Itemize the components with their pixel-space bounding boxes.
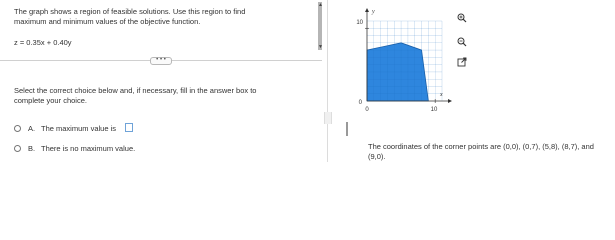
instructions — [14, 86, 324, 105]
y-origin-label: 0 — [358, 100, 362, 106]
y-axis-label: y — [372, 9, 375, 15]
popout-icon[interactable] — [456, 56, 468, 68]
choice-a-radio[interactable] — [14, 125, 21, 132]
choice-b-text: There is no maximum value. — [41, 144, 136, 153]
x-axis-label: x — [440, 92, 443, 98]
corner-points-line-2: (9,0). — [368, 151, 386, 161]
prompt-line-2: maximum and minimum values of the objective function. — [14, 16, 201, 26]
y-axis-arrow — [365, 8, 369, 12]
x-axis-arrow — [448, 99, 452, 103]
instructions-line-1: Select the correct choice below and, if necessary, fill in the answer box to — [14, 86, 257, 95]
feasible-region-graph — [350, 4, 460, 116]
answer-box[interactable] — [125, 123, 133, 132]
corner-points-text — [368, 142, 614, 161]
scroll-down-arrow[interactable]: ▼ — [318, 44, 323, 50]
choice-a-letter: A. — [28, 124, 36, 133]
graph-text-divider — [346, 122, 348, 136]
x-tick-label: 10 — [430, 107, 438, 113]
choice-a-text: The maximum value is — [41, 124, 117, 133]
choice-b-radio[interactable] — [14, 145, 21, 152]
pane-resize-handle[interactable] — [324, 112, 332, 124]
zoom-out-icon[interactable] — [456, 36, 468, 48]
pane-divider — [327, 0, 328, 162]
question-prompt — [14, 7, 344, 26]
choice-b-letter: B. — [28, 144, 36, 153]
prompt-line-1: The graph shows a region of feasible solutions. Use this region to find — [14, 7, 246, 16]
corner-points-line-1: The coordinates of the corner points are (0,0), (0,7), (5,8), (8,7), and — [368, 142, 594, 151]
y-tick-label: 10 — [356, 20, 363, 26]
instructions-line-2: complete your choice. — [14, 95, 87, 105]
more-button[interactable]: • • • — [150, 57, 172, 65]
question-scrollbar[interactable] — [318, 2, 322, 50]
zoom-in-icon[interactable] — [456, 12, 468, 24]
x-origin-label: 0 — [365, 107, 369, 113]
scroll-up-arrow[interactable]: ▲ — [318, 2, 323, 8]
objective-function: z = 0.35x + 0.40y — [14, 38, 72, 47]
